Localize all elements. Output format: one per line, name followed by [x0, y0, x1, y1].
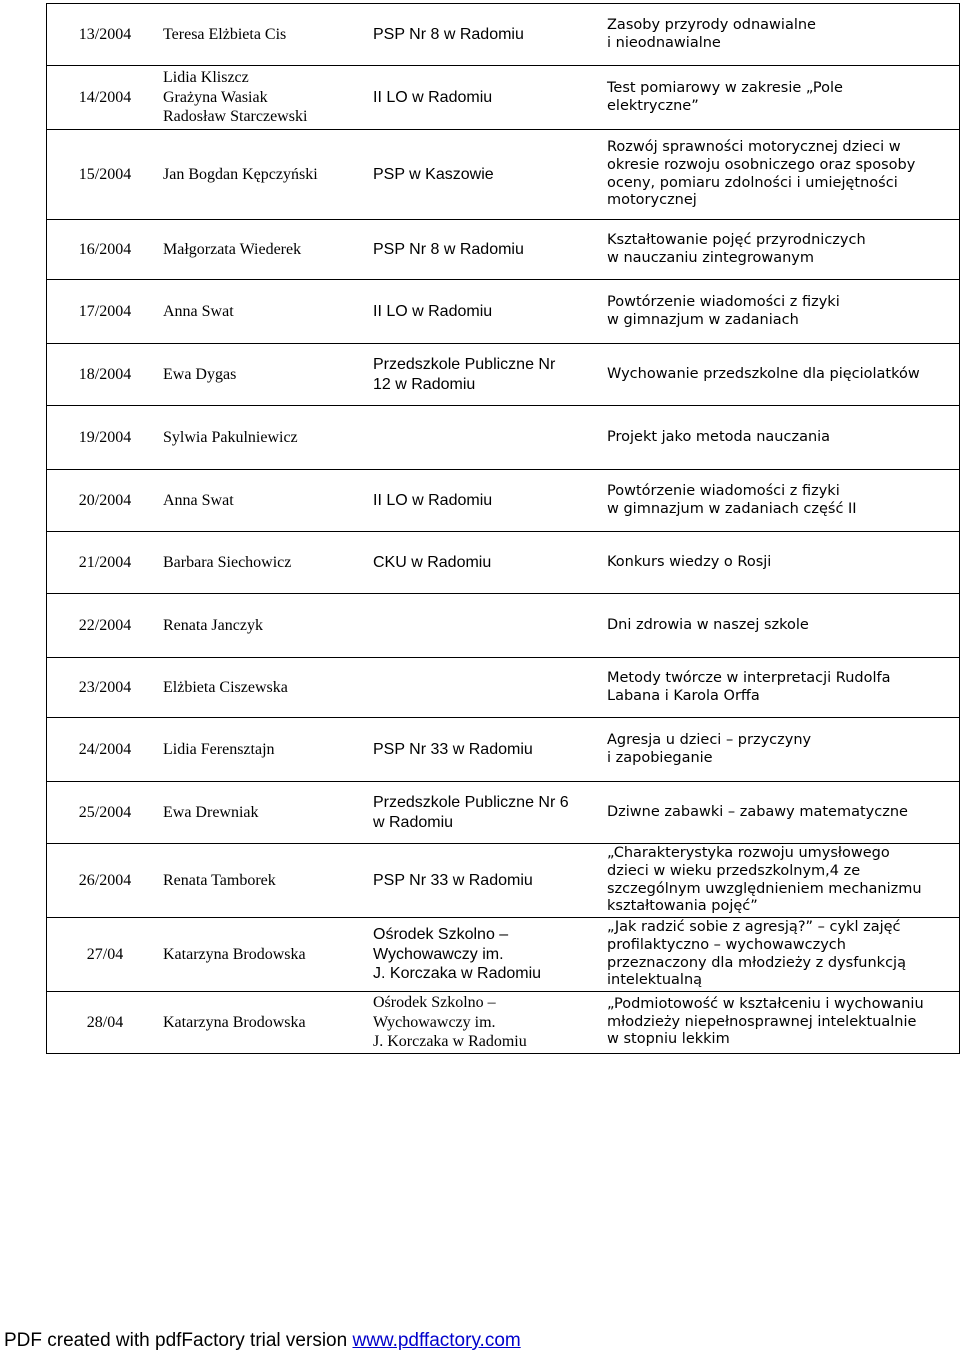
footer-text: PDF created with pdfFactory trial version: [4, 1330, 353, 1351]
entry-title: [605, 992, 960, 1054]
entry-school-line: Przedszkole Publiczne Nr 6: [373, 793, 569, 811]
table-row: [47, 220, 960, 280]
entry-title-line: Labana i Karola Orffa: [607, 687, 760, 704]
entry-number-text: 25/2004: [78, 803, 132, 821]
entry-school: [373, 406, 605, 470]
entry-title-line: dzieci w wieku przedszkolnym,4 ze: [607, 862, 861, 879]
entry-title-line: Kształtowanie pojęć przyrodniczych: [607, 231, 866, 248]
entry-authors: [163, 470, 373, 532]
entry-number-text: 15/2004: [78, 165, 132, 183]
entry-school: [373, 782, 605, 844]
entry-number: [47, 782, 164, 844]
table-row: [47, 532, 960, 594]
table-row: [47, 280, 960, 344]
entry-authors-line: Barbara Siechowicz: [163, 553, 292, 571]
entry-title-line: i zapobieganie: [607, 749, 713, 766]
entry-authors: [163, 844, 373, 918]
entry-authors: [163, 4, 373, 66]
entry-title-line: w gimnazjum w zadaniach: [607, 311, 799, 328]
entry-school-line: PSP Nr 8 w Radomiu: [373, 240, 524, 258]
pdf-footer: [4, 1330, 521, 1352]
entry-title: [605, 470, 960, 532]
entry-number: [47, 66, 164, 130]
entry-title: [605, 532, 960, 594]
entry-number: [47, 406, 164, 470]
entry-authors-line: Radosław Starczewski: [163, 108, 308, 126]
entry-school: [373, 470, 605, 532]
table-row: [47, 344, 960, 406]
entry-title-line: motorycznej: [607, 192, 697, 209]
entry-title-line: „Charakterystyka rozwoju umysłowego: [607, 845, 890, 862]
table-row: [47, 658, 960, 718]
entry-title-line: młodzieży niepełnosprawnej intelektualnie: [607, 1013, 917, 1030]
entry-authors-line: Teresa Elżbieta Cis: [163, 25, 287, 43]
entry-school: [373, 344, 605, 406]
entry-title-line: oceny, pomiaru zdolności i umiejętności: [607, 174, 898, 191]
entry-school-line: Wychowawczy im.: [373, 1013, 496, 1031]
entry-school-line: 12 w Radomiu: [373, 375, 476, 393]
table-row: [47, 470, 960, 532]
entry-authors-line: Anna Swat: [163, 491, 234, 509]
entry-number-text: 18/2004: [78, 365, 132, 383]
entry-number: [47, 280, 164, 344]
entry-number-text: 24/2004: [78, 740, 132, 758]
entry-number: [47, 220, 164, 280]
entry-authors: [163, 918, 373, 992]
entry-authors-line: Katarzyna Brodowska: [163, 1013, 306, 1031]
entry-number: [47, 594, 164, 658]
entry-title-line: Dni zdrowia w naszej szkole: [607, 616, 809, 633]
entry-number: [47, 4, 164, 66]
entry-title: [605, 280, 960, 344]
entry-title-line: Metody twórcze w interpretacji Rudolfa: [607, 669, 891, 686]
entry-authors: [163, 406, 373, 470]
entry-school-line: J. Korczaka w Radomiu: [373, 1033, 527, 1051]
entry-title: [605, 594, 960, 658]
entry-title: [605, 220, 960, 280]
entry-title-line: elektryczne”: [607, 97, 699, 114]
entry-school-line: Przedszkole Publiczne Nr: [373, 355, 556, 373]
entry-number-text: 23/2004: [78, 678, 132, 696]
entry-authors-line: Sylwia Pakulniewicz: [163, 428, 298, 446]
entry-authors: [163, 594, 373, 658]
entry-authors: [163, 782, 373, 844]
entry-school-line: PSP Nr 8 w Radomiu: [373, 25, 524, 43]
entry-title: [605, 4, 960, 66]
entry-title-line: „Podmiotowość w kształceniu i wychowaniu: [607, 995, 924, 1012]
entry-authors-line: Elżbieta Ciszewska: [163, 678, 288, 696]
entry-school: [373, 4, 605, 66]
entry-title: [605, 66, 960, 130]
entry-school: [373, 718, 605, 782]
entry-number-text: 21/2004: [78, 553, 132, 571]
table-row: [47, 844, 960, 918]
entry-authors-line: Ewa Dygas: [163, 365, 237, 383]
entry-title: [605, 918, 960, 992]
entry-title-line: szczególnym uwzględnieniem mechanizmu: [607, 880, 922, 897]
entry-school-line: II LO w Radomiu: [373, 88, 493, 106]
entry-number: [47, 918, 164, 992]
entry-title-line: Powtórzenie wiadomości z fizyki: [607, 482, 840, 499]
records-table-body: [47, 4, 960, 1054]
entry-school: [373, 992, 605, 1054]
entry-authors-line: Jan Bogdan Kępczyński: [163, 165, 318, 183]
entry-title-line: przeznaczony dla młodzieży z dysfunkcją: [607, 954, 906, 971]
entry-title-line: okresie rozwoju osobniczego oraz sposoby: [607, 156, 916, 173]
entry-number-text: 22/2004: [78, 616, 132, 634]
entry-number-text: 16/2004: [78, 240, 132, 258]
table-row: [47, 66, 960, 130]
entry-title: [605, 782, 960, 844]
entry-title-line: Projekt jako metoda nauczania: [607, 428, 831, 445]
entry-school: [373, 918, 605, 992]
entry-school-line: Ośrodek Szkolno –: [373, 994, 496, 1012]
entry-title: [605, 718, 960, 782]
entry-title-line: w stopniu lekkim: [607, 1031, 730, 1048]
entry-school-line: PSP Nr 33 w Radomiu: [373, 740, 533, 758]
entry-authors-line: Lidia Kliszcz: [163, 69, 249, 87]
entry-title-line: Dziwne zabawki – zabawy matematyczne: [607, 803, 908, 820]
entry-title-line: w gimnazjum w zadaniach część II: [607, 500, 857, 517]
table-row: [47, 406, 960, 470]
entry-number: [47, 718, 164, 782]
table-row: [47, 594, 960, 658]
entry-school-line: II LO w Radomiu: [373, 491, 493, 509]
entry-title-line: profilaktyczno – wychowawczych: [607, 936, 846, 953]
entry-title-line: kształtowania pojęć”: [607, 898, 758, 915]
entry-school-line: w Radomiu: [373, 813, 454, 831]
entry-school: [373, 130, 605, 220]
entry-title-line: Test pomiarowy w zakresie „Pole: [607, 79, 843, 96]
entry-number-text: 28/04: [86, 1013, 124, 1031]
entry-authors: [163, 220, 373, 280]
table-row: [47, 918, 960, 992]
entry-authors: [163, 718, 373, 782]
entry-number: [47, 532, 164, 594]
entry-number-text: 17/2004: [78, 302, 132, 320]
entry-title-line: intelektualną: [607, 972, 703, 989]
entry-title-line: i nieodnawialne: [607, 34, 721, 51]
entry-title: [605, 130, 960, 220]
entry-authors-line: Ewa Drewniak: [163, 803, 259, 821]
entry-title-line: Powtórzenie wiadomości z fizyki: [607, 293, 840, 310]
entry-number: [47, 992, 164, 1054]
entry-number: [47, 844, 164, 918]
entry-authors-line: Lidia Ferensztajn: [163, 740, 275, 758]
entry-title-line: w nauczaniu zintegrowanym: [607, 249, 815, 266]
entry-authors: [163, 658, 373, 718]
table-row: [47, 4, 960, 66]
table-row: [47, 992, 960, 1054]
table-row: [47, 782, 960, 844]
entry-school-line: Wychowawczy im.: [373, 945, 504, 963]
entry-school: [373, 220, 605, 280]
entry-authors: [163, 344, 373, 406]
table-row: [47, 130, 960, 220]
entry-title-line: Agresja u dzieci – przyczyny: [607, 731, 812, 748]
entry-number-text: 14/2004: [78, 88, 132, 106]
entry-number: [47, 658, 164, 718]
entry-number: [47, 344, 164, 406]
entry-authors-line: Renata Tamborek: [163, 871, 276, 889]
entry-number-text: 26/2004: [78, 871, 132, 889]
entry-school-line: CKU w Radomiu: [373, 553, 492, 571]
entry-school-line: Ośrodek Szkolno –: [373, 926, 509, 944]
entry-authors: [163, 130, 373, 220]
entry-title: [605, 344, 960, 406]
entry-title-line: Wychowanie przedszkolne dla pięciolatków: [607, 365, 920, 382]
entry-title-line: Rozwój sprawności motorycznej dzieci w: [607, 139, 901, 156]
entry-title: [605, 844, 960, 918]
table-row: [47, 718, 960, 782]
entry-authors-line: Renata Janczyk: [163, 616, 263, 634]
entry-authors-line: Małgorzata Wiederek: [163, 240, 302, 258]
entry-school-line: PSP w Kaszowie: [373, 165, 494, 183]
entry-number-text: 27/04: [86, 945, 124, 963]
entry-school: [373, 844, 605, 918]
entry-authors-line: Katarzyna Brodowska: [163, 945, 306, 963]
entry-authors: [163, 66, 373, 130]
footer-link[interactable]: www.pdffactory.com: [352, 1330, 521, 1351]
entry-title: [605, 406, 960, 470]
entry-authors: [163, 532, 373, 594]
entry-authors: [163, 280, 373, 344]
entry-number-text: 19/2004: [78, 428, 132, 446]
entry-number-text: 13/2004: [78, 25, 132, 43]
entry-title-line: Konkurs wiedzy o Rosji: [607, 553, 772, 570]
entry-number: [47, 470, 164, 532]
entry-title-line: „Jak radzić sobie z agresją?” – cykl zajęć: [607, 919, 901, 936]
entry-school: [373, 658, 605, 718]
entry-title-line: Zasoby przyrody odnawialne: [607, 16, 816, 33]
entry-school: [373, 66, 605, 130]
entry-school: [373, 280, 605, 344]
entry-school: [373, 532, 605, 594]
entry-number: [47, 130, 164, 220]
entry-school-line: II LO w Radomiu: [373, 302, 493, 320]
entry-authors-line: Grażyna Wasiak: [163, 88, 268, 106]
entry-school-line: PSP Nr 33 w Radomiu: [373, 871, 533, 889]
entry-authors: [163, 992, 373, 1054]
entry-school-line: J. Korczaka w Radomiu: [373, 965, 542, 983]
records-table: [46, 3, 960, 1054]
entry-authors-line: Anna Swat: [163, 302, 234, 320]
entry-title: [605, 658, 960, 718]
entry-school: [373, 594, 605, 658]
entry-number-text: 20/2004: [78, 491, 132, 509]
